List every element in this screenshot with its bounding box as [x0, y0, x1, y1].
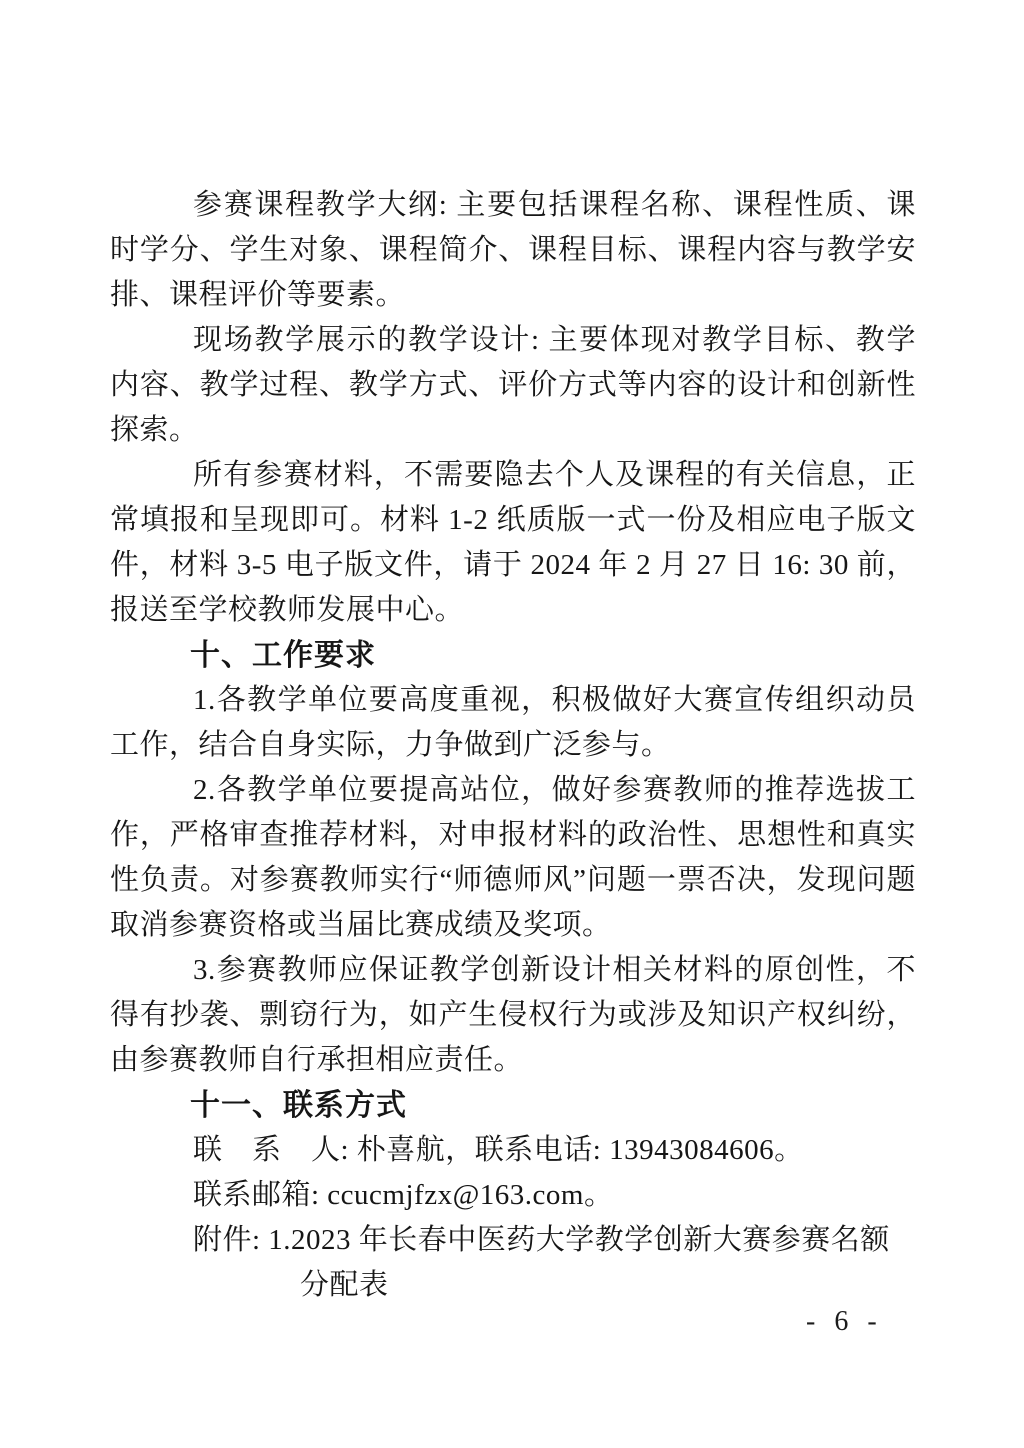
attachment-line-1: 附件: 1.2023 年长春中医药大学教学创新大赛参赛名额	[193, 1224, 890, 1256]
contact-email-line: 联系邮箱: ccucmjfzx@163.com。	[193, 1179, 614, 1211]
paragraph-teaching-design: 现场教学展示的教学设计: 主要体现对教学目标、教学内容、教学过程、教学方式、评价方式等内容的设计和创新性探索。	[110, 324, 916, 446]
paragraph-materials-submission: 所有参赛材料，不需要隐去个人及课程的有关信息，正常填报和呈现即可。材料 1-2 纸质版一式一份及相应电子版文件，材料 3-5 电子版文件，请于 2024 年 2 月 27 日 16: 30 前，报送至学校教师发展中心。	[110, 459, 916, 626]
attachment-note	[110, 1218, 916, 1308]
document-body	[110, 183, 916, 1308]
paragraph-course-syllabus: 参赛课程教学大纲: 主要包括课程名称、课程性质、课时学分、学生对象、课程简介、课程目标、课程内容与教学安排、课程评价等要素。	[110, 189, 916, 311]
contact-person-line: 联 系 人: 朴喜航，联系电话: 13943084606。	[193, 1134, 804, 1166]
page-number: - 6 -	[806, 1306, 883, 1337]
paragraph-requirement-1: 1.各教学单位要高度重视，积极做好大赛宣传组织动员工作，结合自身实际，力争做到广泛参与。	[110, 684, 916, 761]
paragraph-requirement-2: 2.各教学单位要提高站位，做好参赛教师的推荐选拔工作，严格审查推荐材料，对申报材料的政治性、思想性和真实性负责。对参赛教师实行“师德师风”问题一票否决，发现问题取消参赛资格或当届比赛成绩及奖项。	[110, 774, 916, 941]
heading-contact-info: 十一、联系方式	[190, 1089, 407, 1122]
paragraph-requirement-3: 3.参赛教师应保证教学创新设计相关材料的原创性，不得有抄袭、剽窃行为，如产生侵权行为或涉及知识产权纠纷，由参赛教师自行承担相应责任。	[110, 954, 916, 1076]
heading-work-requirements: 十、工作要求	[190, 639, 376, 672]
attachment-line-2: 分配表	[300, 1269, 389, 1301]
